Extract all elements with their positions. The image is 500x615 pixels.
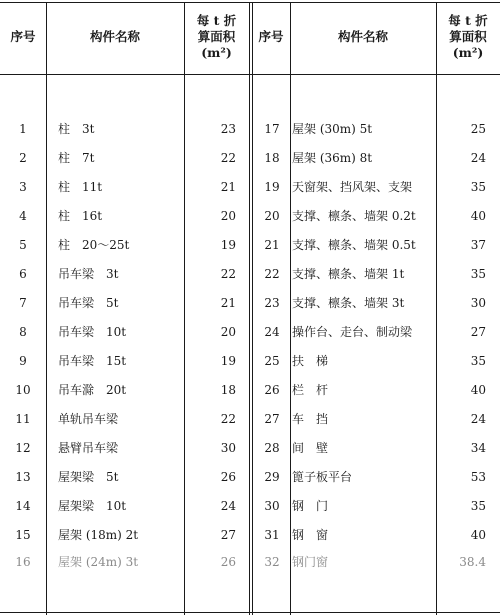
table-row [0,261,500,287]
area-value: 35 [470,354,486,368]
row-no: 31 [264,528,280,542]
component-name: 吊车滁 20t [58,383,127,397]
row-no: 6 [19,267,27,281]
table-row [0,493,500,519]
area-value: 30 [470,296,486,310]
row-no: 13 [15,470,31,484]
component-name: 支撑、檩条、墙架 3t [292,296,405,310]
area-value: 37 [470,238,486,252]
component-name: 吊车梁 10t [58,325,127,339]
area-value: 21 [220,180,236,194]
header-no: 序号 [258,29,284,44]
row-no: 19 [264,180,280,194]
area-value: 23 [220,122,236,136]
component-name: 屋架 (24m) 3t [58,555,139,569]
area-value: 24 [470,412,486,426]
table-row [0,319,500,345]
area-value: 38.4 [459,555,486,569]
area-value: 40 [470,528,486,542]
area-value: 26 [220,555,236,569]
component-name: 操作台、走台、制动梁 [292,325,413,339]
row-no: 12 [15,441,31,455]
table-row [0,116,500,142]
row-no: 10 [15,383,31,397]
table-row [0,174,500,200]
area-value: 24 [220,499,236,513]
area-value: 25 [470,122,486,136]
area-value: 20 [220,209,236,223]
header-area: 每 t 折 算面积 (m²) [448,13,488,60]
row-no: 7 [19,296,27,310]
row-no: 24 [264,325,280,339]
row-no: 15 [15,528,31,542]
component-name: 柱 11t [58,180,103,194]
row-no: 1 [19,122,27,136]
row-no: 5 [19,238,27,252]
component-name: 吊车梁 3t [58,267,119,281]
table-row [0,464,500,490]
area-value: 40 [470,209,486,223]
area-value: 34 [470,441,486,455]
component-name: 屋架梁 5t [58,470,119,484]
component-name: 间 壁 [292,441,329,455]
row-no: 16 [15,555,31,569]
component-name: 柱 7t [58,151,95,165]
table-row [0,232,500,258]
component-name: 吊车梁 5t [58,296,119,310]
row-no: 26 [264,383,280,397]
header-name: 构件名称 [337,29,388,44]
header-area: 每 t 折 算面积 (m²) [196,13,237,60]
component-name: 栏 杆 [292,383,329,397]
component-name: 车 挡 [292,412,329,426]
area-value: 26 [220,470,236,484]
component-name: 吊车梁 15t [58,354,127,368]
header-name: 构件名称 [89,29,140,44]
area-value: 22 [220,151,236,165]
table-row [0,549,500,575]
table-row [0,377,500,403]
area-value: 35 [470,499,486,513]
component-name: 天窗架、挡风架、支架 [292,180,413,194]
row-no: 21 [264,238,280,252]
component-name: 悬臂吊车梁 [58,441,119,455]
header-rule [0,74,500,75]
row-no: 18 [264,151,280,165]
component-name: 钢 门 [292,499,329,513]
component-name: 柱 20～25t [58,238,130,252]
component-name: 支撑、檩条、墙架 0.5t [292,238,416,252]
component-name: 柱 16t [58,209,103,223]
row-no: 27 [264,412,280,426]
row-no: 28 [264,441,280,455]
table-bottom-rule [0,612,500,613]
area-value: 35 [470,180,486,194]
area-value: 22 [220,412,236,426]
row-no: 30 [264,499,280,513]
row-no: 17 [264,122,280,136]
row-no: 4 [19,209,27,223]
row-no: 32 [264,555,280,569]
row-no: 14 [15,499,31,513]
area-value: 21 [220,296,236,310]
row-no: 8 [19,325,27,339]
table-row [0,145,500,171]
component-name: 屋架 (36m) 8t [292,151,373,165]
table-row [0,203,500,229]
area-value: 40 [470,383,486,397]
component-name: 钢 窗 [292,528,329,542]
component-name: 篦子板平台 [292,470,353,484]
row-no: 25 [264,354,280,368]
table-row [0,522,500,548]
component-name: 支撑、檩条、墙架 1t [292,267,405,281]
table-row [0,406,500,432]
component-name: 屋架 (30m) 5t [292,122,373,136]
row-no: 11 [15,412,31,426]
row-no: 2 [19,151,27,165]
row-no: 23 [264,296,280,310]
component-name: 单轨吊车梁 [58,412,119,426]
area-value: 20 [220,325,236,339]
area-value: 19 [220,238,236,252]
component-name: 屋架 (18m) 2t [58,528,139,542]
row-no: 22 [264,267,280,281]
table-row [0,435,500,461]
area-value: 22 [220,267,236,281]
component-name: 钢门窗 [292,555,329,569]
area-value: 35 [470,267,486,281]
area-value: 18 [220,383,236,397]
component-name: 柱 3t [58,122,95,136]
area-value: 19 [220,354,236,368]
area-value: 53 [470,470,486,484]
area-value: 27 [470,325,486,339]
row-no: 9 [19,354,27,368]
area-value: 24 [470,151,486,165]
row-no: 3 [19,180,27,194]
area-value: 27 [220,528,236,542]
table-row [0,348,500,374]
table-row [0,290,500,316]
row-no: 20 [264,209,280,223]
component-name: 支撑、檩条、墙架 0.2t [292,209,416,223]
header-no: 序号 [10,29,36,44]
area-value: 30 [220,441,236,455]
component-name: 扶 梯 [292,354,329,368]
row-no: 29 [264,470,280,484]
component-name: 屋架梁 10t [58,499,127,513]
